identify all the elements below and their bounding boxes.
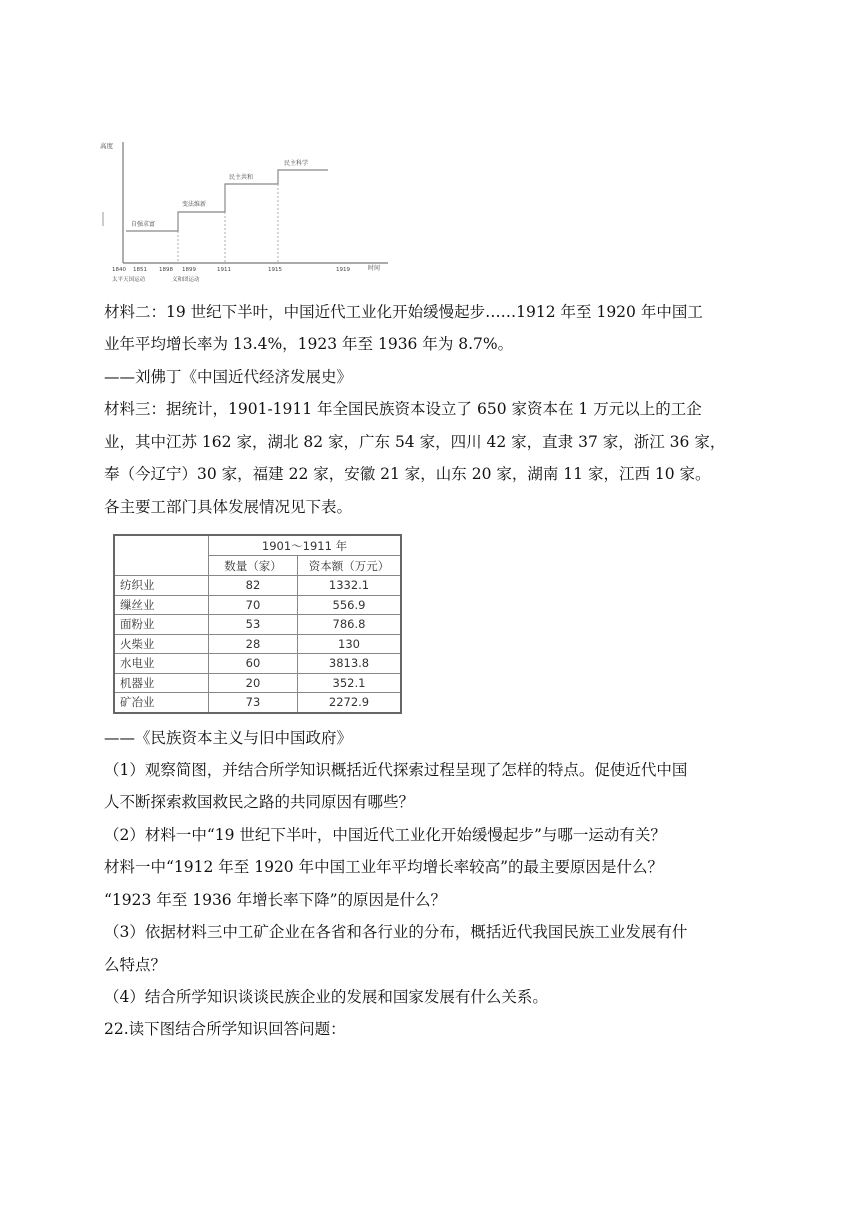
material-three-line-4: 各主要工部门具体发展情况见下表。	[104, 498, 353, 516]
material-three-line-2: 业，其中江苏 162 家，湖北 82 家，广东 54 家，四川 42 家，直隶 37 家，浙江 36 家，	[104, 433, 726, 451]
question-3-line-2: 么特点？	[104, 956, 167, 974]
industry-count: 70	[209, 595, 298, 615]
table-count-header: 数量（家）	[209, 556, 298, 576]
industry-name: 水电业	[114, 654, 209, 674]
step-label-2: 变法维新	[182, 201, 207, 208]
question-1-line-2: 人不断探索救国救民之路的共同原因有哪些？	[104, 793, 415, 811]
question-4: （4）结合所学知识谈谈民族企业的发展和国家发展有什么关系。	[104, 988, 548, 1006]
industry-count: 20	[209, 673, 298, 693]
industry-capital: 3813.8	[298, 654, 402, 674]
industry-capital: 1332.1	[298, 576, 402, 596]
below-label-boxer: 义和团运动	[172, 277, 200, 283]
industry-capital: 556.9	[298, 595, 402, 615]
table-capital-header: 资本额（万元）	[298, 556, 402, 576]
industry-capital: 352.1	[298, 673, 402, 693]
industry-capital: 786.8	[298, 615, 402, 635]
tick-1851: 1851	[133, 267, 147, 273]
tick-1840: 1840	[112, 267, 126, 273]
industry-name: 机器业	[114, 673, 209, 693]
step-line	[126, 170, 328, 231]
tick-1899: 1899	[182, 267, 196, 273]
tick-1898: 1898	[159, 267, 173, 273]
industry-count: 60	[209, 654, 298, 674]
citation-liu: ——刘佛丁《中国近代经济发展史》	[104, 368, 353, 386]
table-row	[114, 634, 401, 654]
material-two-line-1: 材料二：19 世纪下半叶，中国近代工业化开始缓慢起步……1912 年至 1920 年中国工	[104, 303, 703, 321]
industry-name: 纺织业	[114, 576, 209, 596]
tick-1911: 1911	[217, 267, 231, 273]
industry-capital: 130	[298, 634, 402, 654]
question-2-line-2: 材料一中“1912 年至 1920 年中国工业年平均增长率较高”的最主要原因是什么？	[104, 858, 664, 876]
step-label-4: 民主科学	[284, 160, 309, 167]
material-three-line-1: 材料三：据统计，1901-1911 年全国民族资本设立了 650 家资本在 1 万元以上的工企	[104, 400, 702, 418]
y-axis-label: 高度	[100, 142, 113, 150]
industry-name: 火柴业	[114, 634, 209, 654]
x-axis-label: 时间	[368, 265, 381, 272]
industry-table	[113, 534, 402, 714]
industry-capital: 2272.9	[298, 693, 402, 713]
citation-table-source: ——《民族资本主义与旧中国政府》	[104, 729, 353, 747]
industry-name: 缫丝业	[114, 595, 209, 615]
tick-1919: 1919	[336, 267, 350, 273]
question-1-line-1: （1）观察简图，并结合所学知识概括近代探索过程呈现了怎样的特点。促使近代中国	[104, 761, 688, 779]
industry-name: 面粉业	[114, 615, 209, 635]
material-three-line-3: 奉（今辽宁）30 家，福建 22 家，安徽 21 家，山东 20 家，湖南 11 家，江西 10 家。	[104, 465, 711, 483]
industry-table-grid	[113, 534, 402, 714]
table-row	[114, 615, 401, 635]
table-period-header: 1901～1911 年	[209, 535, 402, 556]
industry-name: 矿冶业	[114, 693, 209, 713]
industry-count: 73	[209, 693, 298, 713]
table-row	[114, 576, 401, 596]
table-row	[114, 654, 401, 674]
step-label-3: 民主共和	[229, 174, 254, 181]
question-3-line-1: （3）依据材料三中工矿企业在各省和各行业的分布，概括近代我国民族工业发展有什	[104, 923, 688, 941]
step-diagram	[98, 130, 398, 288]
industry-count: 53	[209, 615, 298, 635]
step-diagram-svg	[98, 130, 398, 288]
industry-count: 82	[209, 576, 298, 596]
table-row	[114, 673, 401, 693]
table-row	[114, 693, 401, 713]
tick-1915: 1915	[268, 267, 282, 273]
material-two-line-2: 业年平均增长率为 13.4%，1923 年至 1936 年为 8.7%。	[104, 335, 514, 353]
question-2-line-1: （2）材料一中“19 世纪下半叶，中国近代工业化开始缓慢起步”与哪一运动有关？	[104, 826, 666, 844]
question-2-line-3: “1923 年至 1936 年增长率下降”的原因是什么？	[104, 891, 447, 909]
table-corner-cell	[114, 535, 209, 576]
industry-count: 28	[209, 634, 298, 654]
table-row	[114, 595, 401, 615]
question-22-heading: 22.读下图结合所学知识回答问题：	[104, 1020, 346, 1038]
below-label-taiping: 太平天国运动	[112, 277, 146, 283]
step-label-1: 自强求富	[131, 221, 156, 228]
